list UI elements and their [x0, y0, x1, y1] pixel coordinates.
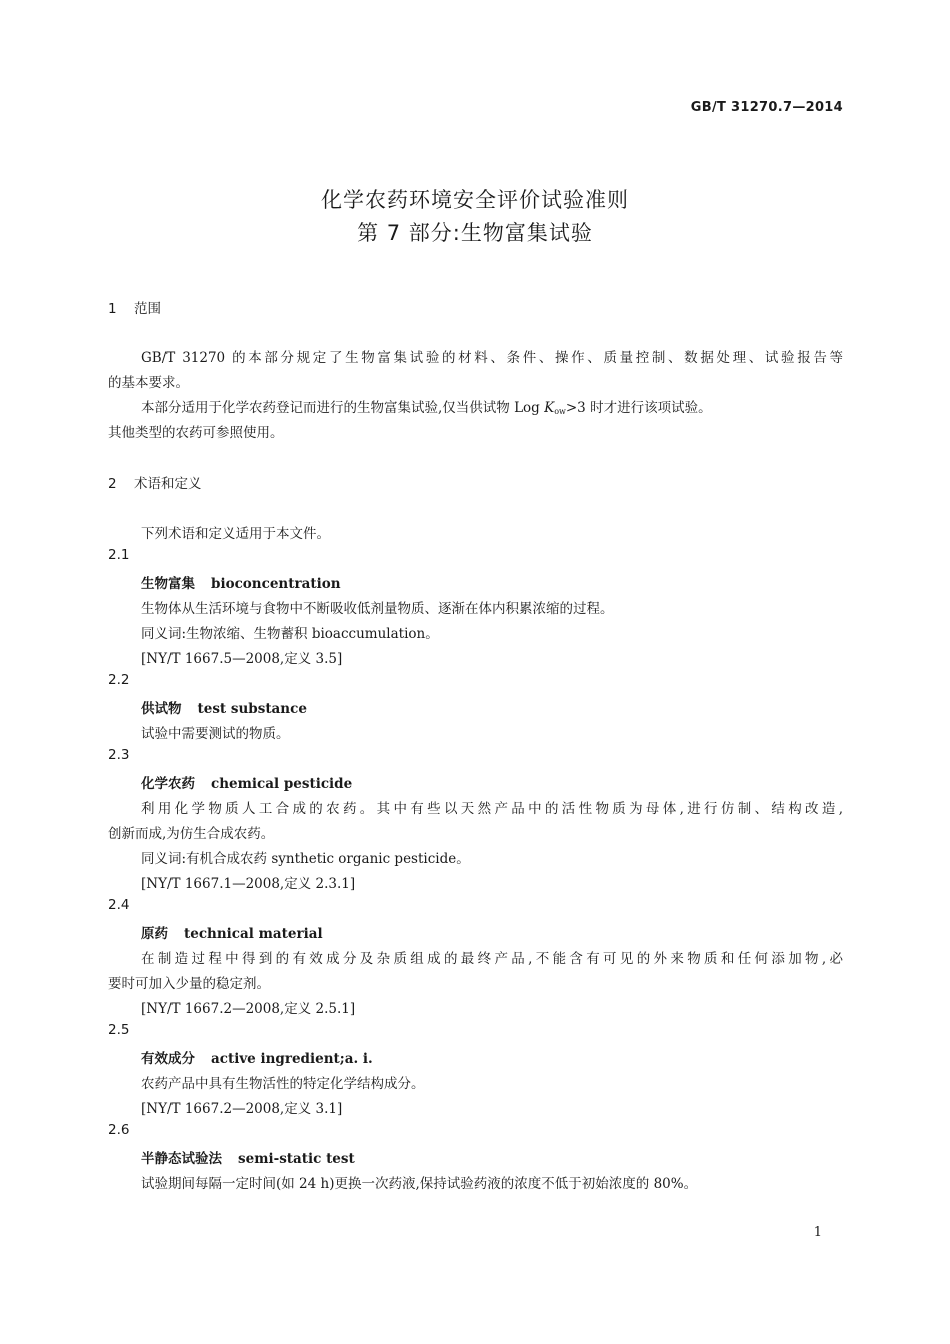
section-number: 2: [108, 476, 117, 492]
term-en: technical material: [184, 926, 323, 942]
term-heading: [141, 1047, 373, 1067]
clause-number: 2.6: [108, 1122, 130, 1138]
scope-text-a: 本部分适用于化学农药登记而进行的生物富集试验,仅当供试物 Log: [141, 400, 545, 416]
section-title: 术语和定义: [134, 476, 202, 492]
definition-line: 利用化学物质人工合成的农药。其中有些以天然产品中的活性物质为母体,进行仿制、结构改造,: [141, 801, 843, 817]
scope-paragraph-1-line-1: GB/T 31270 的本部分规定了生物富集试验的材料、条件、操作、质量控制、数据处理、试验报告等: [141, 350, 843, 366]
term-zh: 化学农药: [141, 776, 195, 792]
definition-line: 试验中需要测试的物质。: [141, 726, 290, 742]
term-en: semi-static test: [238, 1151, 355, 1167]
term-heading: [141, 922, 323, 942]
clause-number: 2.4: [108, 897, 130, 913]
scope-paragraph-1-line-2: 的基本要求。: [108, 375, 189, 391]
definition-line: 生物体从生活环境与食物中不断吸收低剂量物质、逐渐在体内积累浓缩的过程。: [141, 601, 614, 617]
definition-line: 农药产品中具有生物活性的特定化学结构成分。: [141, 1076, 425, 1092]
ow-subscript: ow: [554, 407, 566, 416]
k-symbol: K: [544, 400, 555, 416]
section-number: 1: [108, 301, 117, 317]
definition-line: 在制造过程中得到的有效成分及杂质组成的最终产品,不能含有可见的外来物质和任何添加物,必: [141, 951, 843, 967]
section-2-heading: [108, 472, 202, 492]
definition-line: 要时可加入少量的稳定剂。: [108, 976, 270, 992]
term-zh: 生物富集: [141, 576, 195, 592]
definition-source: [NY/T 1667.1—2008,定义 2.3.1]: [141, 876, 356, 892]
definition-source: [NY/T 1667.2—2008,定义 2.5.1]: [141, 1001, 356, 1017]
definition-line: 试验期间每隔一定时间(如 24 h)更换一次药液,保持试验药液的浓度不低于初始浓度的 80%。: [141, 1176, 698, 1192]
term-en: test substance: [197, 701, 307, 717]
term-heading: [141, 697, 307, 717]
clause-number: 2.3: [108, 747, 130, 763]
document-title-line2: 第 7 部分:生物富集试验: [357, 221, 593, 245]
document-title-line1: 化学农药环境安全评价试验准则: [321, 188, 629, 212]
scope-paragraph-2-line-2: 其他类型的农药可参照使用。: [108, 425, 284, 441]
definition-source: [NY/T 1667.5—2008,定义 3.5]: [141, 651, 343, 667]
clause-number: 2.5: [108, 1022, 130, 1038]
term-heading: [141, 772, 352, 792]
definition-line: 同义词:生物浓缩、生物蓄积 bioaccumulation。: [141, 626, 439, 642]
section-title: 范围: [134, 301, 161, 317]
scope-text-b: >3 时才进行该项试验。: [565, 400, 712, 416]
term-heading: [141, 1147, 355, 1167]
term-en: bioconcentration: [211, 576, 341, 592]
definition-line: 同义词:有机合成农药 synthetic organic pesticide。: [141, 851, 470, 867]
terms-intro: 下列术语和定义适用于本文件。: [141, 526, 330, 542]
term-zh: 半静态试验法: [141, 1151, 222, 1167]
page-number: 1: [813, 1225, 822, 1240]
term-heading: [141, 572, 341, 592]
term-zh: 原药: [141, 926, 168, 942]
clause-number: 2.2: [108, 672, 130, 688]
scope-paragraph-2-line-1: [141, 396, 712, 416]
term-zh: 供试物: [141, 701, 182, 717]
definition-source: [NY/T 1667.2—2008,定义 3.1]: [141, 1101, 343, 1117]
term-en: chemical pesticide: [211, 776, 353, 792]
definition-line: 创新而成,为仿生合成农药。: [108, 826, 275, 842]
document-code: GB/T 31270.7—2014: [690, 100, 843, 115]
section-1-heading: [108, 297, 161, 317]
term-zh: 有效成分: [141, 1051, 195, 1067]
term-en: active ingredient;a. i.: [211, 1051, 373, 1067]
clause-number: 2.1: [108, 547, 130, 563]
